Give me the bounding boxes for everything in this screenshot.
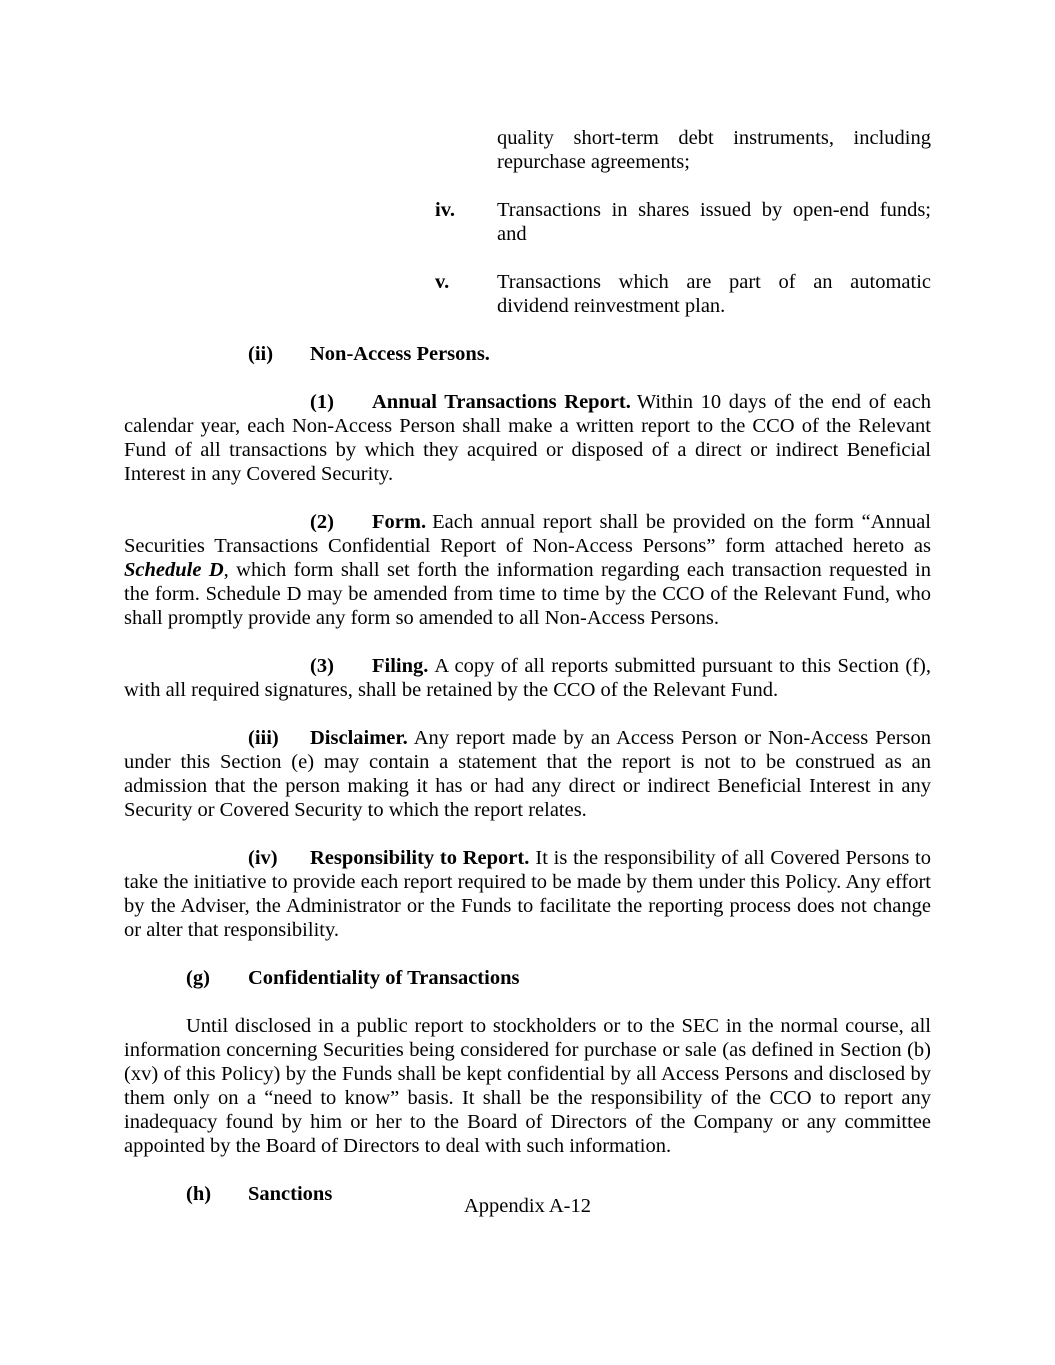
heading-g-number: (g)	[186, 967, 210, 989]
paragraph-2-number: (2)	[310, 511, 334, 533]
list-marker-iv: iv.	[435, 199, 455, 221]
paragraph-2-title: Form.	[372, 511, 427, 533]
heading-h-title: Sanctions	[248, 1183, 333, 1205]
paragraph-iv-title: Responsibility to Report.	[310, 847, 530, 869]
paragraph-g-body: Until disclosed in a public report to stockholders or to the SEC in the normal course, all information concerning Securities being considered for purchase or sale (as defined in Section (b)(xv) of this Policy) by the Funds shall be kept confidential by all Access Persons and disclosed by them only on a “need to know” basis. It shall be the responsibility of the CCO to report any inadequacy found by him or her to the Board of Directors of the Company or any committee appointed by the Board of Directors to deal with such information.	[124, 1015, 931, 1157]
schedule-d-reference: Schedule D	[124, 559, 224, 581]
paragraph-iii-number: (iii)	[248, 727, 279, 749]
heading-confidentiality-of-transactions	[186, 966, 931, 990]
paragraph-1-number: (1)	[310, 391, 334, 413]
list-item-iv	[435, 198, 931, 246]
heading-h-number: (h)	[186, 1183, 212, 1205]
list-item-v-text: Transactions which are part of an automatic dividend reinvestment plan.	[497, 271, 931, 317]
paragraph-iv-body: It is the responsibility of all Covered Persons to take the initiative to provide each report required to be made by them under this Policy. Any effort by the Adviser, the Administrator or the Funds to facilitate the reporting process does not change or alter that responsibility.	[124, 847, 932, 941]
paragraph-confidentiality-body	[124, 1014, 931, 1158]
paragraph-iv-number: (iv)	[248, 847, 278, 869]
list-item-iv-text: Transactions in shares issued by open-end funds; and	[497, 199, 931, 245]
page-footer: Appendix A-12	[464, 1195, 591, 1217]
paragraph-1-title: Annual Transactions Report.	[372, 391, 631, 413]
paragraph-filing	[124, 654, 931, 702]
heading-ii-number: (ii)	[248, 343, 274, 365]
heading-g-title: Confidentiality of Transactions	[248, 967, 520, 989]
paragraph-iii-title: Disclaimer.	[310, 727, 408, 749]
paragraph-form	[124, 510, 931, 630]
paragraph-disclaimer	[124, 726, 931, 822]
paragraph-2-body-after: , which form shall set forth the information regarding each transaction requested in the form. Schedule D may be amended from time to time by the CCO of the Relevant Fund, who shall promptly provide any form so amended to all Non-Access Persons.	[124, 559, 932, 629]
document-content	[124, 126, 931, 1230]
paragraph-1-body: Within 10 days of the end of each calendar year, each Non-Access Person shall make a written report to the CCO of the Relevant Fund of all transactions by which they acquired or disposed of a direct or indirect Beneficial Interest in any Covered Security.	[124, 391, 931, 485]
paragraph-responsibility-to-report	[124, 846, 931, 942]
paragraph-annual-transactions-report	[124, 390, 931, 486]
paragraph-iii-body: Any report made by an Access Person or Non-Access Person under this Section (e) may contain a statement that the report is not to be construed as an admission that the person making it has or had any direct or indirect Beneficial Interest in any Security or Covered Security to which the report relates.	[124, 727, 931, 821]
list-item-continuation-text: quality short-term debt instruments, including repurchase agreements;	[497, 127, 931, 173]
paragraph-2-body-before: Each annual report shall be provided on the form “Annual Securities Transactions Confidential Report of Non-Access Persons” form attached hereto as	[124, 511, 931, 557]
paragraph-3-title: Filing.	[372, 655, 429, 677]
heading-ii-title: Non-Access Persons.	[310, 343, 490, 365]
paragraph-3-number: (3)	[310, 655, 334, 677]
list-item-v	[435, 270, 931, 318]
paragraph-3-body: A copy of all reports submitted pursuant to this Section (f), with all required signatures, shall be retained by the CCO of the Relevant Fund.	[124, 655, 931, 701]
heading-non-access-persons	[248, 342, 931, 366]
list-marker-v: v.	[435, 271, 450, 293]
